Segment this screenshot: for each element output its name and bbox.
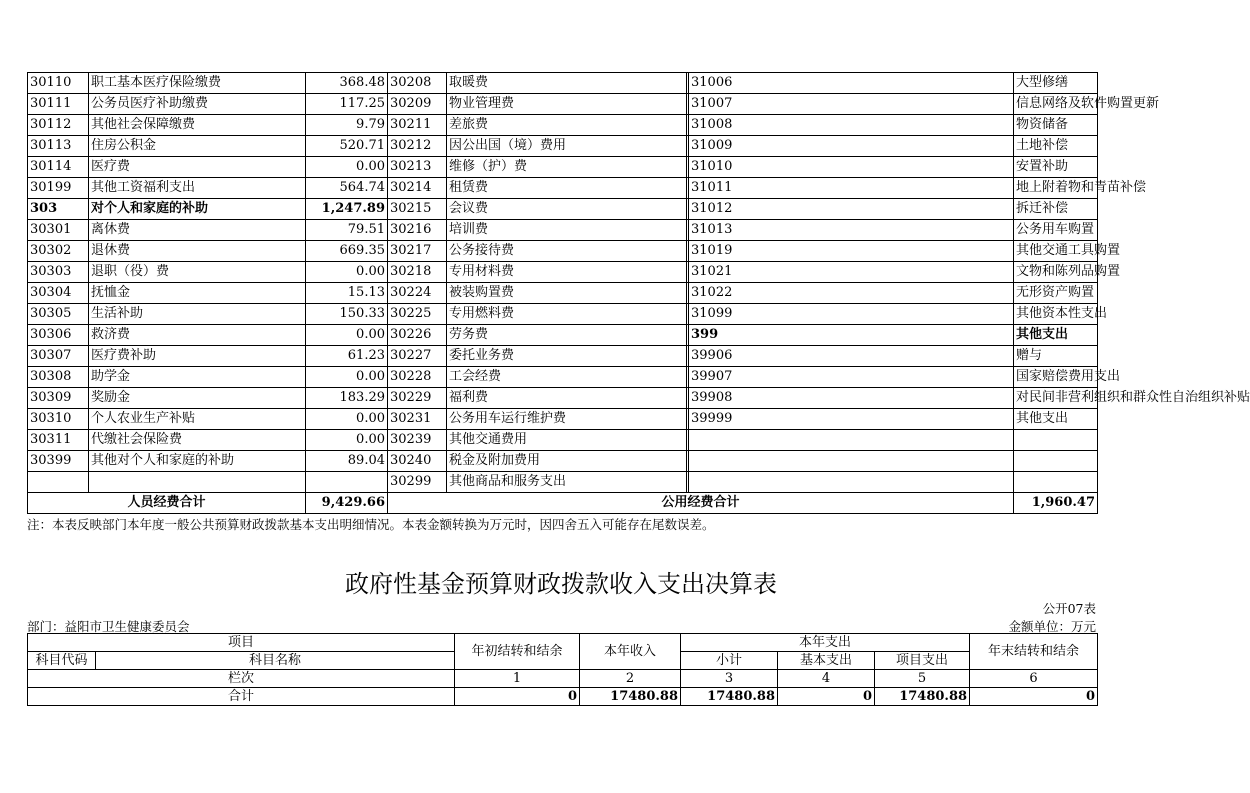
expense-name-1: 奖励金 [89, 388, 306, 409]
index-cell: 4 [778, 670, 875, 688]
expense-name-3: 无形资产购置 [1014, 283, 1098, 304]
expense-row [28, 409, 1098, 430]
expense-name-1: 个人农业生产补贴 [89, 409, 306, 430]
expense-code-2: 30231 [388, 409, 447, 430]
expense-code-3: 31007 [689, 94, 1014, 115]
expense-code-3: 31008 [689, 115, 1014, 136]
expense-code-1: 30309 [28, 388, 89, 409]
expense-code-3: 39908 [689, 388, 1014, 409]
expense-name-1: 其他工资福利支出 [89, 178, 306, 199]
expense-code-1: 30306 [28, 325, 89, 346]
expense-code-1: 30301 [28, 220, 89, 241]
expense-name-3: 大型修缮 [1014, 73, 1098, 94]
expense-row [28, 430, 1098, 451]
expense-code-2: 30215 [388, 199, 447, 220]
header-carryover-begin: 年初结转和结余 [455, 634, 580, 670]
expense-name-2: 工会经费 [447, 367, 687, 388]
fund-report-title: 政府性基金预算财政拨款收入支出决算表 [345, 570, 777, 598]
expense-row [28, 325, 1098, 346]
expense-amount-1: 89.04 [306, 451, 388, 472]
expense-row [28, 115, 1098, 136]
expense-name-3 [1014, 472, 1098, 493]
expense-name-2: 维修（护）费 [447, 157, 687, 178]
form-code: 公开07表 [1042, 601, 1096, 616]
total-income: 17480.88 [580, 688, 681, 706]
expense-name-2: 取暖费 [447, 73, 687, 94]
header-carryover-end: 年末结转和结余 [970, 634, 1098, 670]
expense-code-1: 30310 [28, 409, 89, 430]
expense-code-3: 39906 [689, 346, 1014, 367]
total-carryover-begin: 0 [455, 688, 580, 706]
total-project-expense: 17480.88 [875, 688, 970, 706]
expense-name-3: 土地补偿 [1014, 136, 1098, 157]
expense-amount-1: 79.51 [306, 220, 388, 241]
expense-name-1: 医疗费补助 [89, 346, 306, 367]
expense-code-3: 31013 [689, 220, 1014, 241]
expense-amount-1: 564.74 [306, 178, 388, 199]
expense-name-1: 助学金 [89, 367, 306, 388]
expense-code-2: 30228 [388, 367, 447, 388]
expense-code-3: 31011 [689, 178, 1014, 199]
expense-code-2: 30239 [388, 430, 447, 451]
expense-name-1: 生活补助 [89, 304, 306, 325]
header-item: 项目 [28, 634, 455, 652]
expense-name-2: 差旅费 [447, 115, 687, 136]
index-cell: 1 [455, 670, 580, 688]
expense-name-1: 对个人和家庭的补助 [89, 199, 306, 220]
expense-name-3: 安置补助 [1014, 157, 1098, 178]
expense-code-1: 30199 [28, 178, 89, 199]
expense-code-2: 30224 [388, 283, 447, 304]
expense-name-3: 文物和陈列品购置 [1014, 262, 1098, 283]
expense-code-1 [28, 472, 89, 493]
expense-row [28, 283, 1098, 304]
expense-code-3: 39999 [689, 409, 1014, 430]
expense-code-1: 30112 [28, 115, 89, 136]
expense-name-2: 租赁费 [447, 178, 687, 199]
index-label: 栏次 [28, 670, 455, 688]
expense-code-2: 30217 [388, 241, 447, 262]
expense-amount-1: 9.79 [306, 115, 388, 136]
expense-code-3: 31022 [689, 283, 1014, 304]
expense-name-1: 职工基本医疗保险缴费 [89, 73, 306, 94]
expense-name-3: 物资储备 [1014, 115, 1098, 136]
expense-name-2: 专用材料费 [447, 262, 687, 283]
expense-name-2: 公务用车运行维护费 [447, 409, 687, 430]
amount-unit-label: 金额单位：万元 [1008, 619, 1096, 634]
expense-name-2: 其他交通费用 [447, 430, 687, 451]
expense-name-3: 对民间非营利组织和群众性自治组织补贴 [1014, 388, 1098, 409]
expense-code-1: 30114 [28, 157, 89, 178]
expense-code-2: 30240 [388, 451, 447, 472]
expense-name-2: 会议费 [447, 199, 687, 220]
expense-name-3: 国家赔偿费用支出 [1014, 367, 1098, 388]
expense-name-1: 代缴社会保险费 [89, 430, 306, 451]
expense-code-3: 31099 [689, 304, 1014, 325]
expense-code-1: 30399 [28, 451, 89, 472]
expense-row [28, 199, 1098, 220]
expense-code-2: 30299 [388, 472, 447, 493]
expense-name-2: 福利费 [447, 388, 687, 409]
index-cell: 6 [970, 670, 1098, 688]
expense-code-3 [689, 430, 1014, 451]
total-carryover-end: 0 [970, 688, 1098, 706]
header-row-1 [28, 634, 1098, 652]
expense-amount-1: 117.25 [306, 94, 388, 115]
expense-name-1: 住房公积金 [89, 136, 306, 157]
expense-code-1: 30111 [28, 94, 89, 115]
expense-name-2: 委托业务费 [447, 346, 687, 367]
expense-name-2: 培训费 [447, 220, 687, 241]
expense-name-2: 专用燃料费 [447, 304, 687, 325]
expense-code-1: 30308 [28, 367, 89, 388]
expense-amount-1: 0.00 [306, 430, 388, 451]
expense-name-3: 其他支出 [1014, 409, 1098, 430]
expense-row [28, 157, 1098, 178]
expense-code-2: 30213 [388, 157, 447, 178]
expense-name-1 [89, 472, 306, 493]
header-subtotal: 小计 [681, 652, 778, 670]
expense-name-3: 地上附着物和青苗补偿 [1014, 178, 1098, 199]
expense-code-2: 30216 [388, 220, 447, 241]
expense-code-1: 30113 [28, 136, 89, 157]
expense-code-2: 30214 [388, 178, 447, 199]
expense-row [28, 262, 1098, 283]
expense-amount-1: 0.00 [306, 325, 388, 346]
expense-row [28, 451, 1098, 472]
expense-name-3: 其他资本性支出 [1014, 304, 1098, 325]
fund-budget-table [27, 633, 1098, 706]
expense-code-2: 30227 [388, 346, 447, 367]
expense-name-3: 公务用车购置 [1014, 220, 1098, 241]
header-income: 本年收入 [580, 634, 681, 670]
expense-code-3: 31006 [689, 73, 1014, 94]
personnel-total-value: 9,429.66 [306, 493, 388, 514]
header-code: 科目代码 [28, 652, 96, 670]
expense-row [28, 178, 1098, 199]
expense-name-1: 退职（役）费 [89, 262, 306, 283]
expense-name-1: 退休费 [89, 241, 306, 262]
expense-row [28, 367, 1098, 388]
expense-row [28, 472, 1098, 493]
expense-name-1: 医疗费 [89, 157, 306, 178]
expense-name-1: 其他对个人和家庭的补助 [89, 451, 306, 472]
expense-amount-1: 520.71 [306, 136, 388, 157]
expense-name-2: 物业管理费 [447, 94, 687, 115]
expense-code-3: 31010 [689, 157, 1014, 178]
expense-row [28, 304, 1098, 325]
index-cell: 5 [875, 670, 970, 688]
public-total-label: 公用经费合计 [388, 493, 1014, 514]
total-label: 合计 [28, 688, 455, 706]
expense-row [28, 73, 1098, 94]
expense-amount-1: 0.00 [306, 262, 388, 283]
expense-name-2: 被装购置费 [447, 283, 687, 304]
expense-name-1: 救济费 [89, 325, 306, 346]
expense-code-2: 30211 [388, 115, 447, 136]
expense-code-3 [689, 451, 1014, 472]
expense-code-1: 30311 [28, 430, 89, 451]
expense-row [28, 94, 1098, 115]
expense-amount-1: 368.48 [306, 73, 388, 94]
expense-name-1: 抚恤金 [89, 283, 306, 304]
expense-name-2: 其他商品和服务支出 [447, 472, 687, 493]
expense-name-2: 劳务费 [447, 325, 687, 346]
expense-amount-1: 0.00 [306, 409, 388, 430]
index-cell: 3 [681, 670, 778, 688]
expense-code-3 [689, 472, 1014, 493]
total-expense-subtotal: 17480.88 [681, 688, 778, 706]
expense-name-2: 因公出国（境）费用 [447, 136, 687, 157]
expense-code-2: 30218 [388, 262, 447, 283]
header-basic: 基本支出 [778, 652, 875, 670]
expense-code-1: 303 [28, 199, 89, 220]
expense-code-2: 30209 [388, 94, 447, 115]
expense-row [28, 388, 1098, 409]
index-cell: 2 [580, 670, 681, 688]
expense-code-3: 31021 [689, 262, 1014, 283]
expense-code-2: 30212 [388, 136, 447, 157]
expense-detail-table [27, 72, 1250, 514]
expense-code-2: 30226 [388, 325, 447, 346]
expense-name-3: 其他交通工具购置 [1014, 241, 1098, 262]
expense-code-1: 30303 [28, 262, 89, 283]
expense-name-2: 公务接待费 [447, 241, 687, 262]
expense-code-2: 30229 [388, 388, 447, 409]
expense-code-3: 31012 [689, 199, 1014, 220]
index-row [28, 670, 1098, 688]
expense-amount-1: 0.00 [306, 157, 388, 178]
expense-row [28, 220, 1098, 241]
expense-code-1: 30304 [28, 283, 89, 304]
department-label: 部门：益阳市卫生健康委员会 [27, 619, 190, 634]
public-total-value: 1,960.47 [1014, 493, 1098, 514]
header-expense: 本年支出 [681, 634, 970, 652]
expense-code-1: 30110 [28, 73, 89, 94]
expense-amount-1: 183.29 [306, 388, 388, 409]
expense-row [28, 136, 1098, 157]
expense-amount-1 [306, 472, 388, 493]
expense-name-3: 赠与 [1014, 346, 1098, 367]
expense-name-1: 离休费 [89, 220, 306, 241]
expense-amount-1: 669.35 [306, 241, 388, 262]
expense-code-1: 30305 [28, 304, 89, 325]
expense-code-1: 30307 [28, 346, 89, 367]
total-basic-expense: 0 [778, 688, 875, 706]
expense-row [28, 241, 1098, 262]
expense-row [28, 346, 1098, 367]
expense-code-3: 399 [689, 325, 1014, 346]
table-note: 注：本表反映部门本年度一般公共预算财政拨款基本支出明细情况。本表金额转换为万元时，因四舍五入可能存在尾数误差。 [27, 517, 715, 532]
expense-name-2: 税金及附加费用 [447, 451, 687, 472]
header-name: 科目名称 [96, 652, 455, 670]
expense-code-3: 31019 [689, 241, 1014, 262]
expense-amount-1: 15.13 [306, 283, 388, 304]
expense-code-3: 39907 [689, 367, 1014, 388]
expense-amount-1: 150.33 [306, 304, 388, 325]
expense-code-2: 30225 [388, 304, 447, 325]
expense-name-3: 其他支出 [1014, 325, 1098, 346]
expense-code-2: 30208 [388, 73, 447, 94]
personnel-total-label: 人员经费合计 [28, 493, 306, 514]
expense-name-1: 其他社会保障缴费 [89, 115, 306, 136]
expense-code-1: 30302 [28, 241, 89, 262]
header-project: 项目支出 [875, 652, 970, 670]
expense-code-3: 31009 [689, 136, 1014, 157]
totals-row [28, 493, 1098, 514]
expense-name-3: 拆迁补偿 [1014, 199, 1098, 220]
expense-name-3: 信息网络及软件购置更新 [1014, 94, 1098, 115]
expense-name-1: 公务员医疗补助缴费 [89, 94, 306, 115]
expense-amount-1: 0.00 [306, 367, 388, 388]
expense-amount-1: 1,247.89 [306, 199, 388, 220]
expense-name-3 [1014, 451, 1098, 472]
expense-amount-1: 61.23 [306, 346, 388, 367]
expense-name-3 [1014, 430, 1098, 451]
total-row [28, 688, 1098, 706]
